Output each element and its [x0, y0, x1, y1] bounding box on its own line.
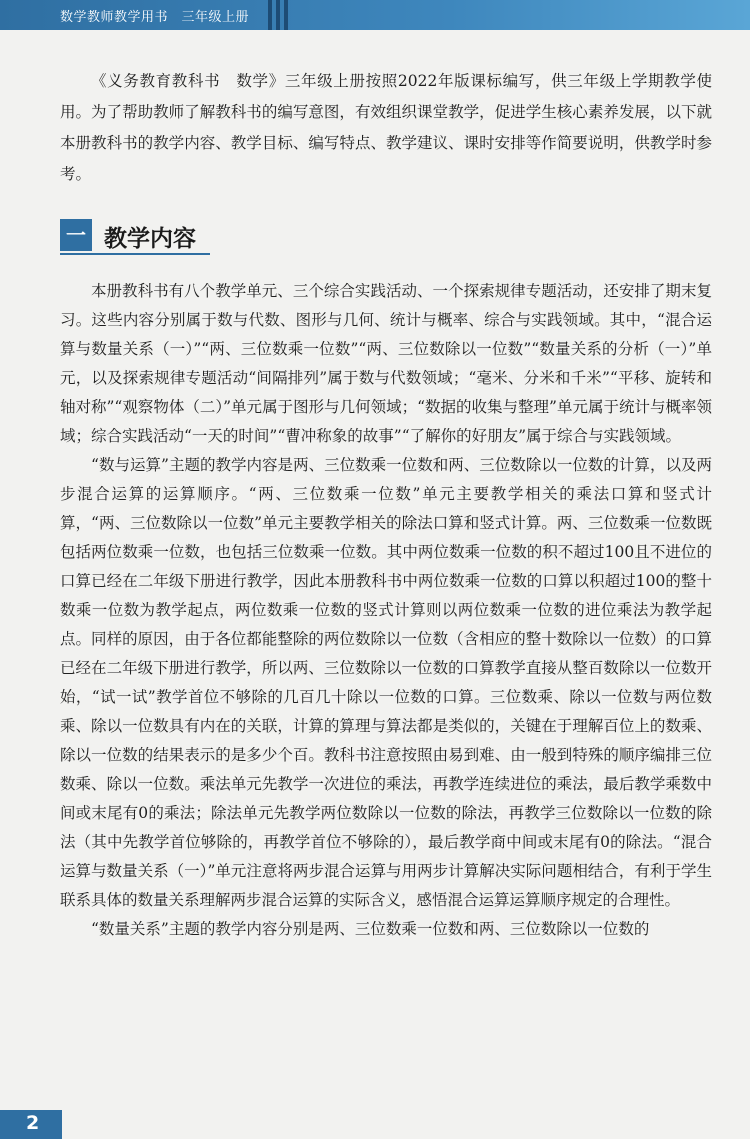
section-heading [60, 215, 240, 255]
page-header [0, 0, 750, 30]
body-text [60, 277, 712, 944]
page-number: 2 [26, 1112, 40, 1134]
paragraph: 本册教科书有八个教学单元、三个综合实践活动、一个探索规律专题活动，还安排了期末复习。这些内容分别属于数与代数、图形与几何、统计与概率、综合与实践领域。其中，“混合运算与数量关系（一）”“两、三位数乘一位数”“两、三位数除以一位数”“数量关系的分析（一）”单元，以及探索规律专题活动“间隔排列”属于数与代数领域；“毫米、分米和千米”“平移、旋转和轴对称”“观察物体（二）”单元属于图形与几何领域；“数据的收集与整理”单元属于统计与概率领域；综合实践活动“一天的时间”“曹冲称象的故事”“了解你的好朋友”属于综合与实践领域。 [60, 282, 712, 445]
section-number-badge: 一 [60, 219, 92, 251]
intro-paragraph: 《义务教育教科书 数学》三年级上册按照2022年版课标编写，供三年级上学期教学使用。为了帮助教师了解教科书的编写意图，有效组织课堂教学，促进学生核心素养发展，以下就本册教科书的教学内容、教学目标、编写特点、教学建议、课时安排等作简要说明，供教学时参考。 [60, 72, 712, 183]
section-underline [60, 253, 210, 255]
section-title: 教学内容 [104, 226, 196, 252]
page-number-box [0, 1110, 62, 1139]
paragraph: “数量关系”主题的教学内容分别是两、三位数乘一位数和两、三位数除以一位数的 [91, 920, 650, 938]
header-title: 数学教师教学用书 三年级上册 [60, 10, 250, 25]
paragraph: “数与运算”主题的教学内容是两、三位数乘一位数和两、三位数除以一位数的计算，以及两步混合运算的运算顺序。“两、三位数乘一位数”单元主要教学相关的乘法口算和竖式计算，“两、三位数除以一位数”单元主要教学相关的除法口算和竖式计算。两、三位数乘一位数既包括两位数乘一位数，也包括三位数乘一位数。其中两位数乘一位数的积不超过100且不进位的口算已经在二年级下册进行教学，因此本册教科书中两位数乘一位数的口算以积超过100的整十数乘一位数为教学起点，两位数乘一位数的竖式计算则以两位数乘一位数的进位乘法为教学起点。同样的原因，由于各位都能整除的两位数除以一位数（含相应的整十数除以一位数）的口算已经在二年级下册进行教学，所以两、三位数除以一位数的口算教学直接从整百数除以一位数开始，“试一试”教学首位不够除的几百几十除以一位数的口算。三位数乘、除以一位数与两位数乘、除以一位数具有内在的关联，计算的算理与算法都是类似的，关键在于理解百位上的数乘、除以一位数的结果表示的是多少个百。教科书注意按照由易到难、由一般到特殊的顺序编排三位数乘、除以一位数。乘法单元先教学一次进位的乘法，再教学连续进位的乘法，最后教学乘数中间或末尾有0的乘法；除法单元先教学两位数除以一位数的除法，再教学三位数除以一位数的除法（其中先教学首位够除的，再教学首位不够除的），最后教学商中间或末尾有0的除法。“混合运算与数量关系（一）”单元注意将两步混合运算与用两步计算解决实际问题相结合，有利于学生联系具体的数量关系理解两步混合运算的实际含义，感悟混合运算运算顺序规定的合理性。 [60, 456, 712, 909]
